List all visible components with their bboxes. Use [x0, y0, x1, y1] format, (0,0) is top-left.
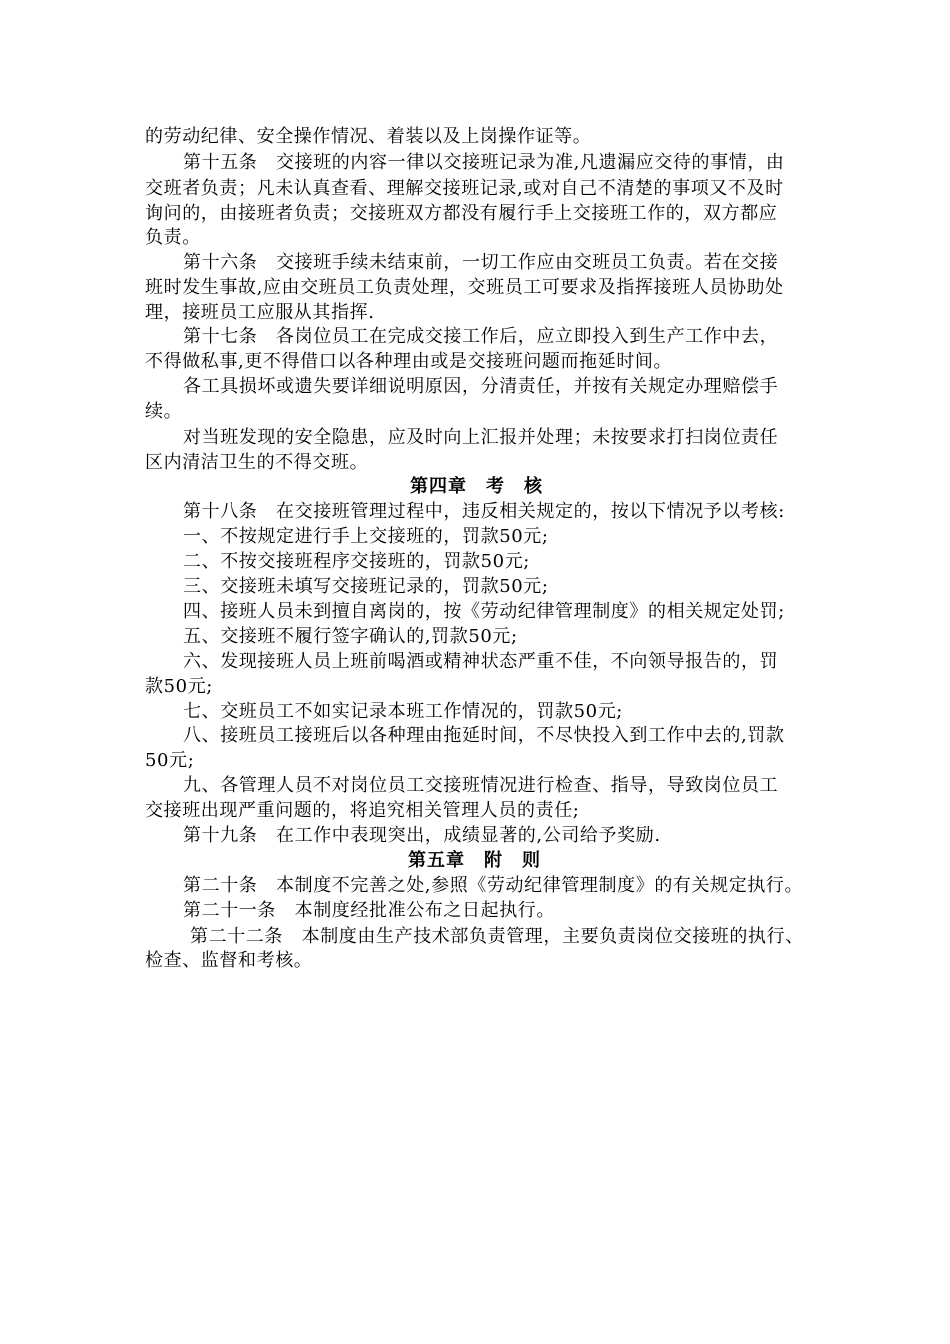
- text-line: 检查、监督和考核。: [145, 950, 313, 971]
- list-item: 四、接班人员未到擅自离岗的，按《劳动纪律管理制度》的相关规定处罚;: [183, 601, 785, 622]
- article-16: 第十六条 交接班手续未结束前，一切工作应由交班员工负责。若在交接: [183, 252, 779, 273]
- text-line: 款50元;: [145, 676, 213, 697]
- text-line: 续。: [145, 401, 183, 422]
- text-line: 对当班发现的安全隐患，应及时向上汇报并处理；未按要求打扫岗位责任: [183, 427, 779, 448]
- text-line: 班时发生事故,应由交班员工负责处理，交班员工可要求及指挥接班人员协助处: [145, 277, 784, 298]
- article-21: 第二十一条 本制度经批准公布之日起执行。: [183, 900, 555, 921]
- article-22: 第二十二条 本制度由生产技术部负责管理，主要负责岗位交接班的执行、: [190, 926, 804, 947]
- list-item: 六、发现接班人员上班前喝酒或精神状态严重不佳，不向领导报告的，罚: [183, 651, 779, 672]
- chapter-5-heading: 第五章 附 则: [408, 850, 541, 871]
- article-19: 第十九条 在工作中表现突出，成绩显著的,公司给予奖励.: [183, 825, 661, 846]
- list-item: 八、接班员工接班后以各种理由拖延时间，不尽快投入到工作中去的,罚款: [183, 725, 785, 746]
- list-item: 九、各管理人员不对岗位员工交接班情况进行检查、指导，导致岗位员工: [183, 775, 779, 796]
- text-line: 负责。: [145, 227, 201, 248]
- article-20: 第二十条 本制度不完善之处,参照《劳动纪律管理制度》的有关规定执行。: [183, 875, 804, 896]
- text-line: 不得做私事,更不得借口以各种理由或是交接班问题而拖延时间。: [145, 351, 673, 372]
- list-item: 二、不按交接班程序交接班的，罚款50元;: [183, 551, 530, 572]
- list-item: 五、交接班不履行签字确认的,罚款50元;: [183, 626, 518, 647]
- list-item: 一、不按规定进行手上交接班的，罚款50元;: [183, 526, 549, 547]
- article-15: 第十五条 交接班的内容一律以交接班记录为准,凡遗漏应交待的事情，由: [183, 152, 785, 173]
- text-line: 交接班出现严重问题的，将追究相关管理人员的责任;: [145, 800, 580, 821]
- text-line: 50元;: [145, 750, 195, 771]
- text-line: 交班者负责；凡未认真查看、理解交接班记录,或对自己不清楚的事项又不及时: [145, 178, 784, 199]
- list-item: 七、交班员工不如实记录本班工作情况的，罚款50元;: [183, 701, 623, 722]
- chapter-4-heading: 第四章 考 核: [410, 476, 543, 497]
- text-line: 各工具损坏或遗失要详细说明原因，分清责任，并按有关规定办理赔偿手: [183, 376, 779, 397]
- article-17: 第十七条 各岗位员工在完成交接工作后，应立即投入到生产工作中去，: [183, 326, 779, 347]
- text-line: 理，接班员工应服从其指挥.: [145, 302, 375, 323]
- text-line: 区内清洁卫生的不得交班。: [145, 452, 369, 473]
- text-line: 的劳动纪律、安全操作情况、着装以及上岗操作证等。: [145, 126, 592, 147]
- article-18: 第十八条 在交接班管理过程中，违反相关规定的，按以下情况予以考核:: [183, 501, 785, 522]
- list-item: 三、交接班未填写交接班记录的，罚款50元;: [183, 576, 549, 597]
- text-line: 询问的，由接班者负责；交接班双方都没有履行手上交接班工作的，双方都应: [145, 203, 778, 224]
